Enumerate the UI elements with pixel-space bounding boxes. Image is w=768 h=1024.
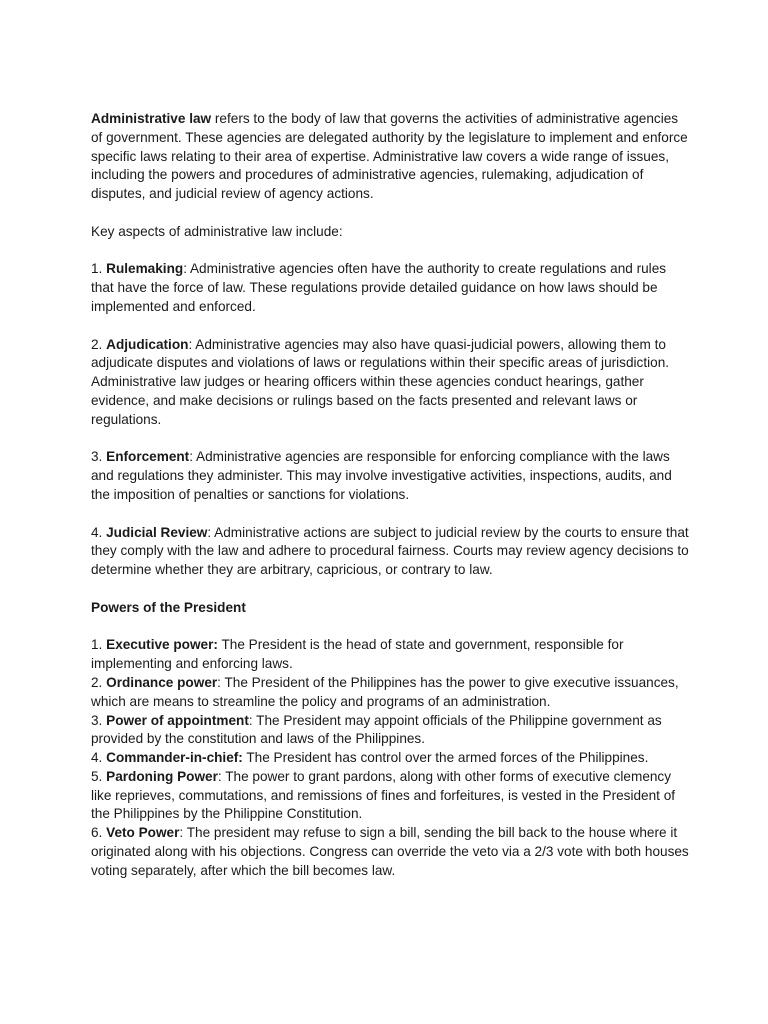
aspect-enforcement [91,448,691,504]
aspect-text: : Administrative agencies are responsible for enforcing compliance with the laws and regulations they administer. This may involve investigative activities, inspections, audits, and the imposition of penalties or sanctions for violations. [91,449,672,502]
power-text: The President has control over the armed forces of the Philippines. [242,750,649,766]
aspect-judicial-review [91,524,691,580]
powers-heading-text: Powers of the President [91,599,246,615]
power-text: The President is the head of state and government, responsible for implementing and enforcing laws. [91,637,624,672]
intro-term: Administrative law [91,111,212,126]
aspect-number: 4. [91,524,107,540]
aspect-text: : Administrative agencies often have the authority to create regulations and rules that have the force of law. These regulations provide detailed guidance on how laws should be implemented and enforced. [91,261,667,314]
power-number: 6. [91,825,107,841]
power-term: Pardoning Power [106,768,218,784]
powers-list [91,636,691,880]
power-text: : The President of the Philippines has the power to give executive issuances, which are means to streamline the policy and programs of an administration. [91,674,679,709]
key-aspects-heading: Key aspects of administrative law include: [91,223,343,239]
power-number: 5. [91,768,107,784]
power-veto [91,824,691,880]
power-number: 3. [91,712,107,728]
intro-text: refers to the body of law that governs the activities of administrative agencies of government. These agencies are delegated authority by the legislature to implement and enforce specific laws relating to their area of expertise. Administrative law covers a wide range of issues, including the powers and procedures of administrative agencies, rulemaking, adjudication of disputes, and judicial review of agency actions. [91,111,688,202]
aspect-number: 1. [91,261,107,277]
power-number: 2. [91,674,107,690]
aspect-text: : Administrative actions are subject to judicial review by the courts to ensure that they comply with the law and adhere to procedural fairness. Courts may review agency decisions to determine whether they are arbitrary, capricious, or contrary to law. [91,524,689,578]
power-text: : The President may appoint officials of the Philippine government as provided by the constitution and laws of the Philippines. [91,712,662,747]
power-number: 1. [91,637,107,653]
aspect-text: : Administrative agencies may also have quasi-judicial powers, allowing them to adjudicate disputes and violations of laws or regulations within their specific areas of jurisdiction. Administrative law judges or hearing officers within these agencies conduct hearings, gather evidence, and make decisions or rulings based on the facts presented and relevant laws or regulations. [91,336,670,427]
power-number: 4. [91,750,107,766]
power-appointment [91,712,691,750]
power-text: : The power to grant pardons, along with other forms of executive clemency like reprieves, commutations, and remissions of fines and forfeitures, is vested in the President of the Philippines by the Philippine Constitution. [91,768,676,822]
power-commander-in-chief [91,749,691,768]
aspect-term: Adjudication [106,336,189,352]
intro-paragraph [91,110,691,204]
power-term: Power of appointment [106,712,249,728]
aspect-adjudication [91,336,691,430]
power-text: : The president may refuse to sign a bill, sending the bill back to the house where it originated along with his objections. Congress can override the veto via a 2/3 vote with both houses voting separately, after which the bill becomes law. [91,825,689,878]
power-term: Ordinance power [106,674,218,690]
aspect-number: 3. [91,449,107,465]
powers-heading [91,599,691,618]
aspect-term: Judicial Review [106,524,208,540]
document-body [91,110,691,881]
power-term: Executive power: [106,637,218,653]
aspect-number: 2. [91,336,107,352]
aspect-rulemaking [91,260,691,316]
aspect-term: Enforcement [106,449,190,465]
power-ordinance [91,674,691,712]
power-executive [91,636,691,674]
aspect-term: Rulemaking [106,261,184,277]
power-pardoning [91,768,691,824]
power-term: Veto Power [106,825,180,841]
power-term: Commander-in-chief: [106,750,243,766]
